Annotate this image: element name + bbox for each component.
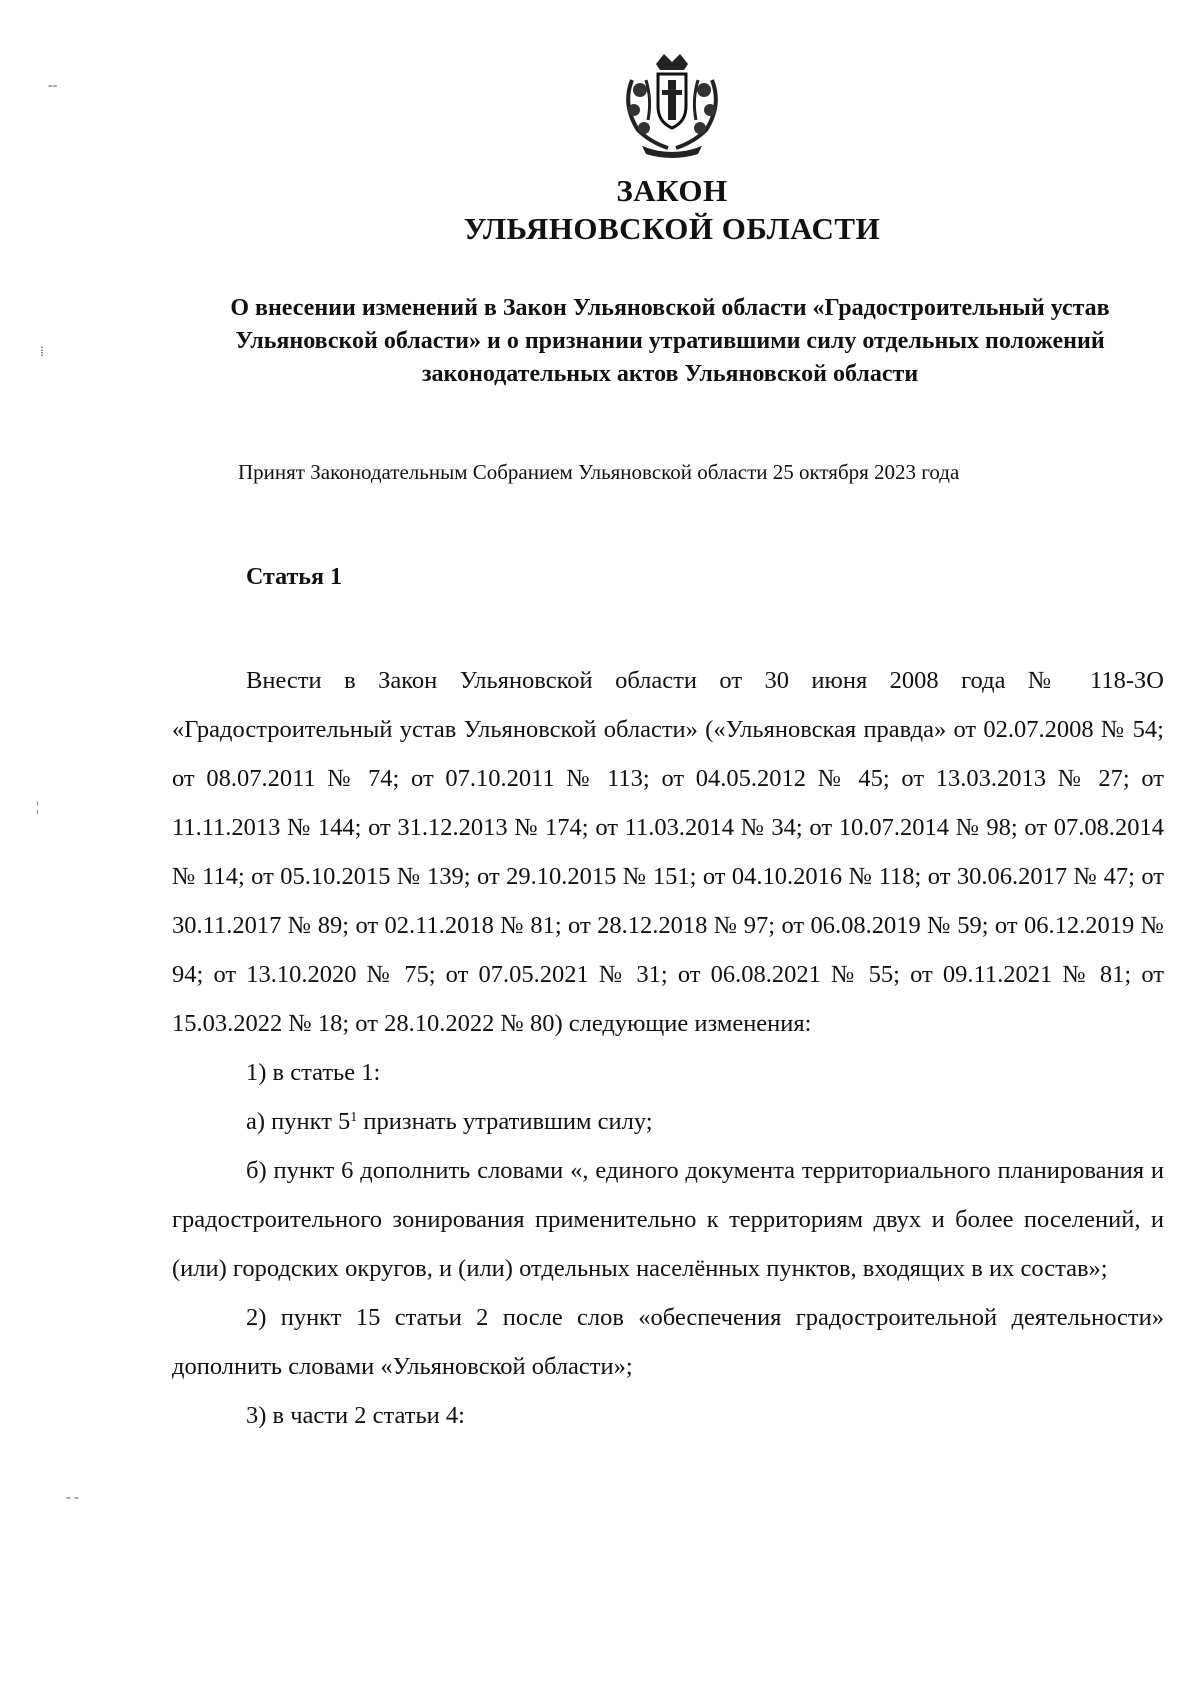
- item-1a-superscript: 1: [350, 1110, 358, 1125]
- scan-speck: ¦: [36, 800, 39, 815]
- scan-speck: ⁞: [40, 345, 44, 360]
- scan-speck: ‐‐: [48, 78, 58, 93]
- item-1a: [172, 1097, 1164, 1146]
- adoption-note: Принят Законодательным Собранием Ульяновской области 25 октября 2023 года: [238, 460, 960, 484]
- scan-speck: ‐ ‐: [66, 1490, 79, 1505]
- law-subject: О внесении изменений в Закон Ульяновской области «Градостроительный устав Ульяновской области» и о признании утратившими силу отдельных положений законодательных актов Ульяновской области: [230, 295, 1110, 387]
- item-3: 3) в части 2 статьи 4:: [246, 1402, 465, 1429]
- item-1a-text-end: признать утратившим силу;: [357, 1108, 653, 1135]
- item-1b: б) пункт 6 дополнить словами «, единого документа территориального планирования и градостроительного зонирования применительно к территориям двух и более поселений, и (или) городских округов, и (или) отдельных населённых пунктов, входящих в их состав»;: [172, 1157, 1164, 1282]
- item-1a-text: а) пункт 5: [246, 1108, 351, 1135]
- coat-of-arms-emblem: [612, 50, 732, 162]
- item-2: 2) пункт 15 статьи 2 после слов «обеспечения градостроительной деятельности» дополнить словами «Ульяновской области»;: [172, 1304, 1164, 1380]
- article-body: [172, 656, 1164, 1440]
- article-heading: Статья 1: [246, 564, 342, 590]
- article-intro-paragraph: Внести в Закон Ульяновской области от 30 июня 2008 года № 118-ЗО «Градостроительный устав Ульяновской области» («Ульяновская правда» от 02.07.2008 № 54; от 08.07.2011 № 74; от 07.10.2011 № 113; от 04.05.2012 № 45; от 13.03.2013 № 27; от 11.11.2013 № 144; от 31.12.2013 № 174; от 11.03.2014 № 34; от 10.07.2014 № 98; от 07.08.2014 № 114; от 05.10.2015 № 139; от 29.10.2015 № 151; от 04.10.2016 № 118; от 30.06.2017 № 47; от 30.11.2017 № 89; от 02.11.2018 № 81; от 28.12.2018 № 97; от 06.08.2019 № 59; от 06.12.2019 № 94; от 13.10.2020 № 75; от 07.05.2021 № 31; от 06.08.2021 № 55; от 09.11.2021 № 81; от 15.03.2022 № 18; от 28.10.2022 № 80) следующие изменения:: [172, 667, 1164, 1037]
- item-1: 1) в статье 1:: [246, 1059, 381, 1086]
- law-title: ЗАКОН: [616, 173, 728, 208]
- law-region: УЛЬЯНОВСКОЙ ОБЛАСТИ: [463, 211, 881, 246]
